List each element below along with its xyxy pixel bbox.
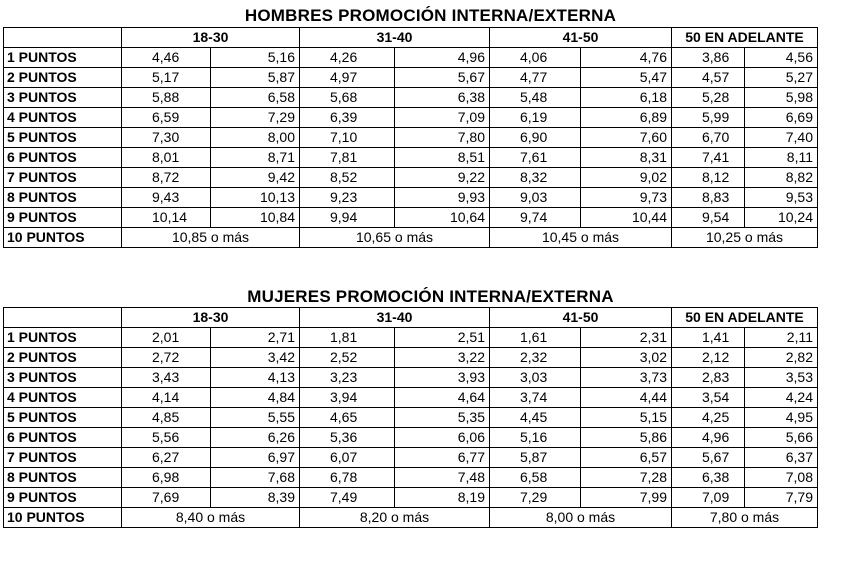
min-value-cell: 5,36: [300, 428, 395, 448]
max-value-cell: 6,58: [211, 88, 300, 108]
table-row: [4, 508, 818, 528]
max-value-cell: 8,39: [211, 488, 300, 508]
min-value-cell: 6,58: [490, 468, 581, 488]
min-value-cell: 4,77: [490, 68, 581, 88]
age-group-header: 18-30: [122, 28, 300, 48]
max-value-cell: 4,24: [745, 388, 818, 408]
max-value-cell: 9,02: [581, 168, 672, 188]
max-value-cell: 2,31: [581, 328, 672, 348]
min-value-cell: 9,43: [122, 188, 211, 208]
max-value-cell: 6,38: [395, 88, 490, 108]
min-value-cell: 4,46: [122, 48, 211, 68]
row-label: 3 PUNTOS: [4, 88, 122, 108]
table-row: [4, 168, 818, 188]
table-row: [4, 368, 818, 388]
max-value-cell: 5,35: [395, 408, 490, 428]
row-label: 8 PUNTOS: [4, 468, 122, 488]
max-value-cell: 5,86: [581, 428, 672, 448]
table-row: [4, 448, 818, 468]
row-label: 5 PUNTOS: [4, 408, 122, 428]
min-value-cell: 8,72: [122, 168, 211, 188]
min-value-cell: 8,83: [672, 188, 745, 208]
min-value-cell: 2,32: [490, 348, 581, 368]
min-value-cell: 6,78: [300, 468, 395, 488]
max-value-cell: 10,13: [211, 188, 300, 208]
table-row: [4, 488, 818, 508]
max-value-cell: 7,08: [745, 468, 818, 488]
table-row: [4, 48, 818, 68]
max-value-cell: 4,44: [581, 388, 672, 408]
min-value-cell: 4,14: [122, 388, 211, 408]
threshold-cell: 8,20 o más: [300, 508, 490, 528]
max-value-cell: 5,55: [211, 408, 300, 428]
max-value-cell: 7,09: [395, 108, 490, 128]
men-score-table: [3, 27, 818, 248]
table-row: [4, 148, 818, 168]
min-value-cell: 3,54: [672, 388, 745, 408]
max-value-cell: 8,71: [211, 148, 300, 168]
min-value-cell: 2,72: [122, 348, 211, 368]
header-row: [4, 28, 818, 48]
max-value-cell: 8,11: [745, 148, 818, 168]
table-row: [4, 128, 818, 148]
min-value-cell: 5,17: [122, 68, 211, 88]
row-label: 3 PUNTOS: [4, 368, 122, 388]
min-value-cell: 4,96: [672, 428, 745, 448]
max-value-cell: 7,80: [395, 128, 490, 148]
max-value-cell: 3,02: [581, 348, 672, 368]
min-value-cell: 5,16: [490, 428, 581, 448]
min-value-cell: 4,45: [490, 408, 581, 428]
min-value-cell: 5,28: [672, 88, 745, 108]
max-value-cell: 4,96: [395, 48, 490, 68]
max-value-cell: 4,13: [211, 368, 300, 388]
min-value-cell: 6,90: [490, 128, 581, 148]
women-table-title: MUJERES PROMOCIÓN INTERNA/EXTERNA: [247, 287, 614, 306]
min-value-cell: 5,67: [672, 448, 745, 468]
max-value-cell: 6,18: [581, 88, 672, 108]
corner-cell: [4, 308, 122, 328]
max-value-cell: 5,16: [211, 48, 300, 68]
min-value-cell: 3,74: [490, 388, 581, 408]
max-value-cell: 7,29: [211, 108, 300, 128]
table-row: [4, 428, 818, 448]
max-value-cell: 5,87: [211, 68, 300, 88]
max-value-cell: 5,67: [395, 68, 490, 88]
max-value-cell: 6,77: [395, 448, 490, 468]
min-value-cell: 6,07: [300, 448, 395, 468]
max-value-cell: 3,22: [395, 348, 490, 368]
min-value-cell: 8,12: [672, 168, 745, 188]
table-row: [4, 468, 818, 488]
row-label: 1 PUNTOS: [4, 328, 122, 348]
table-row: [4, 88, 818, 108]
threshold-cell: 7,80 o más: [672, 508, 818, 528]
min-value-cell: 2,83: [672, 368, 745, 388]
max-value-cell: 8,19: [395, 488, 490, 508]
max-value-cell: 6,57: [581, 448, 672, 468]
max-value-cell: 9,22: [395, 168, 490, 188]
max-value-cell: 7,28: [581, 468, 672, 488]
row-label: 9 PUNTOS: [4, 208, 122, 228]
min-value-cell: 7,10: [300, 128, 395, 148]
max-value-cell: 7,68: [211, 468, 300, 488]
max-value-cell: 9,42: [211, 168, 300, 188]
min-value-cell: 8,32: [490, 168, 581, 188]
min-value-cell: 7,41: [672, 148, 745, 168]
min-value-cell: 3,03: [490, 368, 581, 388]
min-value-cell: 7,69: [122, 488, 211, 508]
row-label: 6 PUNTOS: [4, 428, 122, 448]
min-value-cell: 1,61: [490, 328, 581, 348]
max-value-cell: 6,06: [395, 428, 490, 448]
max-value-cell: 6,69: [745, 108, 818, 128]
threshold-cell: 10,85 o más: [122, 228, 300, 248]
max-value-cell: 4,95: [745, 408, 818, 428]
row-label: 9 PUNTOS: [4, 488, 122, 508]
max-value-cell: 8,31: [581, 148, 672, 168]
min-value-cell: 3,94: [300, 388, 395, 408]
age-group-header: 41-50: [490, 28, 672, 48]
row-label: 4 PUNTOS: [4, 108, 122, 128]
table-row: [4, 208, 818, 228]
min-value-cell: 9,94: [300, 208, 395, 228]
table-row: [4, 328, 818, 348]
min-value-cell: 5,88: [122, 88, 211, 108]
max-value-cell: 4,76: [581, 48, 672, 68]
min-value-cell: 6,39: [300, 108, 395, 128]
min-value-cell: 8,52: [300, 168, 395, 188]
corner-cell: [4, 28, 122, 48]
age-group-header: 18-30: [122, 308, 300, 328]
table-row: [4, 348, 818, 368]
row-label: 7 PUNTOS: [4, 168, 122, 188]
max-value-cell: 3,42: [211, 348, 300, 368]
min-value-cell: 4,97: [300, 68, 395, 88]
max-value-cell: 2,82: [745, 348, 818, 368]
min-value-cell: 4,06: [490, 48, 581, 68]
max-value-cell: 2,71: [211, 328, 300, 348]
min-value-cell: 7,61: [490, 148, 581, 168]
row-label: 10 PUNTOS: [4, 508, 122, 528]
min-value-cell: 3,23: [300, 368, 395, 388]
table-row: [4, 388, 818, 408]
max-value-cell: 3,73: [581, 368, 672, 388]
row-label: 8 PUNTOS: [4, 188, 122, 208]
max-value-cell: 4,84: [211, 388, 300, 408]
min-value-cell: 6,70: [672, 128, 745, 148]
min-value-cell: 1,81: [300, 328, 395, 348]
threshold-cell: 10,45 o más: [490, 228, 672, 248]
min-value-cell: 3,86: [672, 48, 745, 68]
threshold-cell: 8,40 o más: [122, 508, 300, 528]
min-value-cell: 7,81: [300, 148, 395, 168]
max-value-cell: 8,00: [211, 128, 300, 148]
max-value-cell: 8,82: [745, 168, 818, 188]
age-group-header: 50 EN ADELANTE: [672, 308, 818, 328]
max-value-cell: 8,51: [395, 148, 490, 168]
min-value-cell: 3,43: [122, 368, 211, 388]
min-value-cell: 5,68: [300, 88, 395, 108]
min-value-cell: 7,29: [490, 488, 581, 508]
min-value-cell: 6,38: [672, 468, 745, 488]
max-value-cell: 10,64: [395, 208, 490, 228]
max-value-cell: 7,48: [395, 468, 490, 488]
min-value-cell: 2,01: [122, 328, 211, 348]
max-value-cell: 10,24: [745, 208, 818, 228]
table-row: [4, 408, 818, 428]
max-value-cell: 2,51: [395, 328, 490, 348]
max-value-cell: 5,27: [745, 68, 818, 88]
table-row: [4, 108, 818, 128]
min-value-cell: 6,27: [122, 448, 211, 468]
min-value-cell: 4,65: [300, 408, 395, 428]
table-row: [4, 228, 818, 248]
row-label: 7 PUNTOS: [4, 448, 122, 468]
max-value-cell: 9,73: [581, 188, 672, 208]
max-value-cell: 6,26: [211, 428, 300, 448]
min-value-cell: 2,12: [672, 348, 745, 368]
threshold-cell: 10,25 o más: [672, 228, 818, 248]
max-value-cell: 10,84: [211, 208, 300, 228]
min-value-cell: 9,03: [490, 188, 581, 208]
table-row: [4, 68, 818, 88]
min-value-cell: 7,49: [300, 488, 395, 508]
min-value-cell: 9,74: [490, 208, 581, 228]
min-value-cell: 6,98: [122, 468, 211, 488]
min-value-cell: 5,56: [122, 428, 211, 448]
max-value-cell: 9,93: [395, 188, 490, 208]
min-value-cell: 4,25: [672, 408, 745, 428]
max-value-cell: 2,11: [745, 328, 818, 348]
min-value-cell: 7,09: [672, 488, 745, 508]
min-value-cell: 4,26: [300, 48, 395, 68]
max-value-cell: 5,66: [745, 428, 818, 448]
row-label: 10 PUNTOS: [4, 228, 122, 248]
men-table-title: HOMBRES PROMOCIÓN INTERNA/EXTERNA: [244, 6, 617, 25]
max-value-cell: 7,60: [581, 128, 672, 148]
min-value-cell: 10,14: [122, 208, 211, 228]
min-value-cell: 6,59: [122, 108, 211, 128]
min-value-cell: 9,23: [300, 188, 395, 208]
max-value-cell: 3,53: [745, 368, 818, 388]
row-label: 6 PUNTOS: [4, 148, 122, 168]
max-value-cell: 9,53: [745, 188, 818, 208]
max-value-cell: 6,89: [581, 108, 672, 128]
age-group-header: 41-50: [490, 308, 672, 328]
row-label: 2 PUNTOS: [4, 68, 122, 88]
min-value-cell: 5,48: [490, 88, 581, 108]
max-value-cell: 10,44: [581, 208, 672, 228]
age-group-header: 31-40: [300, 28, 490, 48]
header-row: [4, 308, 818, 328]
row-label: 1 PUNTOS: [4, 48, 122, 68]
max-value-cell: 6,37: [745, 448, 818, 468]
min-value-cell: 4,85: [122, 408, 211, 428]
min-value-cell: 9,54: [672, 208, 745, 228]
max-value-cell: 5,98: [745, 88, 818, 108]
max-value-cell: 4,64: [395, 388, 490, 408]
min-value-cell: 7,30: [122, 128, 211, 148]
max-value-cell: 7,99: [581, 488, 672, 508]
max-value-cell: 5,47: [581, 68, 672, 88]
threshold-cell: 10,65 o más: [300, 228, 490, 248]
age-group-header: 31-40: [300, 308, 490, 328]
min-value-cell: 1,41: [672, 328, 745, 348]
min-value-cell: 4,57: [672, 68, 745, 88]
max-value-cell: 7,79: [745, 488, 818, 508]
min-value-cell: 2,52: [300, 348, 395, 368]
min-value-cell: 8,01: [122, 148, 211, 168]
max-value-cell: 3,93: [395, 368, 490, 388]
age-group-header: 50 EN ADELANTE: [672, 28, 818, 48]
min-value-cell: 6,19: [490, 108, 581, 128]
row-label: 5 PUNTOS: [4, 128, 122, 148]
min-value-cell: 5,87: [490, 448, 581, 468]
row-label: 2 PUNTOS: [4, 348, 122, 368]
threshold-cell: 8,00 o más: [490, 508, 672, 528]
max-value-cell: 4,56: [745, 48, 818, 68]
row-label: 4 PUNTOS: [4, 388, 122, 408]
women-score-table: [3, 307, 818, 528]
min-value-cell: 5,99: [672, 108, 745, 128]
max-value-cell: 7,40: [745, 128, 818, 148]
max-value-cell: 5,15: [581, 408, 672, 428]
max-value-cell: 6,97: [211, 448, 300, 468]
table-row: [4, 188, 818, 208]
